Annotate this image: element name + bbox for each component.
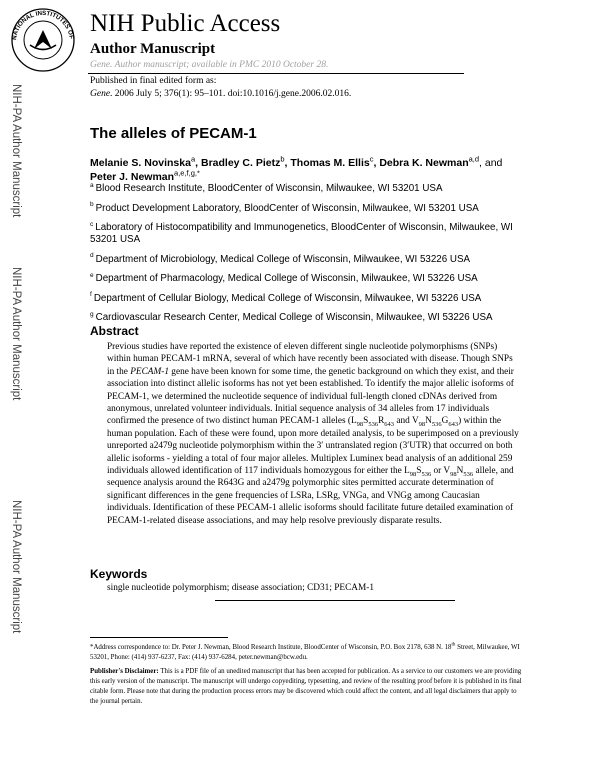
author-name: Thomas M. Ellis: [290, 157, 370, 169]
keywords-rule: [215, 600, 455, 601]
author-list: [90, 156, 522, 184]
subscript: 643: [448, 421, 459, 429]
subscript: 536: [421, 470, 432, 478]
affiliation-mark: c: [90, 220, 94, 228]
footnote-superscript: th: [451, 642, 456, 648]
affiliation-text: Cardiovascular Research Center, Medical College of Wisconsin, Milwaukee, WI 53226 USA: [95, 312, 493, 323]
abstract-text: R: [378, 416, 385, 427]
author-name: Bradley C. Pietz: [200, 157, 281, 169]
affiliation-item: [90, 203, 522, 215]
side-banner-bottom: NIH-PA Author Manuscript: [10, 500, 22, 634]
affiliation-item: [90, 183, 522, 195]
abstract-text: Previous studies have reported the existence of eleven different single nucleotide polymorphisms (SNPs) within human PECAM-1 mRNA, several of which have recently been associated with disease. Though SNPs in the: [107, 342, 513, 377]
author-separator: ,: [195, 157, 201, 169]
publisher-disclaimer: [90, 667, 522, 707]
abstract-text: gene have been known for some time, the genetic background on which they exist, and their association into distinct allelic isoforms has not yet been established. To identify the major allelic isoforms of PECAM-1, we determined the nucleotide sequence of individual full-length cloned cDNAs derived from anonymous, unrelated volunteer individuals. Initial sequence analysis of 34 alleles from 17 individuals confirmed the presence of two distinct human PECAM-1 alleles (L: [107, 366, 514, 427]
affiliation-mark: e: [90, 271, 94, 279]
correspondence-footnote: [90, 643, 522, 663]
abstract-heading: Abstract: [90, 324, 139, 338]
affiliation-item: [90, 273, 522, 285]
citation-details: . 2006 July 5; 376(1): 95–101. doi:10.1016/j.gene.2006.02.016.: [110, 89, 352, 99]
abstract-gene-italic: PECAM-1: [130, 366, 169, 377]
journal-name: Gene: [90, 89, 111, 99]
abstract-text: N: [456, 466, 464, 477]
published-in-label: Published in final edited form as:: [90, 76, 217, 86]
header-title: NIH Public Access: [90, 10, 281, 37]
author-separator: ,: [373, 157, 380, 169]
author-marks: c: [369, 154, 374, 164]
affiliation-mark: b: [90, 201, 94, 209]
abstract-text: S: [416, 466, 422, 477]
abstract-text: N: [425, 416, 432, 427]
subscript: 98: [450, 470, 457, 478]
header-note: Gene. Author manuscript; available in PMC 2010 October 28.: [90, 60, 329, 70]
keywords-heading: Keywords: [90, 567, 148, 581]
author-marks: a,e,f,g,*: [174, 168, 200, 178]
disclaimer-label: Publisher's Disclaimer:: [90, 668, 159, 675]
affiliation-list: [90, 183, 522, 332]
affiliation-text: Laboratory of Histocompatibility and Immunogenetics, BloodCenter of Wisconsin, Milwaukee, WI 53201 USA: [90, 222, 513, 245]
author-separator: , and: [479, 157, 503, 169]
subscript: 98: [418, 421, 426, 429]
affiliation-item: [90, 222, 522, 246]
abstract-text: G: [441, 416, 449, 427]
side-banner-top: NIH-PA Author Manuscript: [10, 84, 22, 218]
affiliation-text: Product Development Laboratory, BloodCenter of Wisconsin, Milwaukee, WI 53201 USA: [95, 202, 479, 214]
affiliation-mark: g: [90, 310, 94, 318]
author-separator: ,: [284, 157, 291, 169]
affiliation-item: [90, 293, 522, 305]
affiliation-text: Department of Cellular Biology, Medical College of Wisconsin, Milwaukee, WI 53226 USA: [93, 292, 482, 304]
footnote-text: *Address correspondence to: Dr. Peter J. Newman, Blood Research Institute, BloodCenter of Wisconsin, P.O. Box 2178, 638 N. 18: [90, 644, 452, 651]
subscript: 536: [368, 421, 379, 429]
nih-hhs-seal-logo: [6, 4, 82, 74]
author-marks: a: [190, 154, 196, 164]
affiliation-text: Department of Microbiology, Medical College of Wisconsin, Milwaukee, WI 53226 USA: [95, 253, 471, 265]
article-title: The alleles of PECAM-1: [90, 125, 257, 142]
abstract-body: [107, 341, 519, 527]
footnote-rule: [90, 637, 228, 638]
abstract-text: allele, and sequence analysis around the R643G and a2479g polymorphic sites permitted accurate determination of significant differences in the gene frequencies of LSRa, LSRg, VNGa, and VNGg among Caucasian individuals. Identification of these PECAM-1 allelic isoforms should facilitate future detailed examination of PECAM-1-related disease associations, and may help resolve previously disparate results.: [107, 466, 514, 526]
abstract-text: or V: [431, 466, 451, 477]
affiliation-mark: d: [90, 252, 94, 260]
side-banner-middle: NIH-PA Author Manuscript: [10, 267, 22, 401]
author-name: Peter J. Newman: [90, 171, 175, 183]
author-marks: a,d: [468, 154, 480, 164]
citation-line: [90, 88, 351, 100]
subscript: 536: [463, 470, 474, 478]
header-subtitle: Author Manuscript: [90, 41, 216, 57]
affiliation-mark: a: [90, 181, 94, 189]
affiliation-item: [90, 254, 522, 266]
author-name: Debra K. Newman: [379, 157, 469, 169]
author-marks: b: [280, 154, 285, 164]
subscript: 98: [356, 421, 364, 429]
affiliation-item: [90, 312, 522, 324]
disclaimer-text: This is a PDF file of an unedited manuscript that has been accepted for publication. As a service to our customers we are providing this early version of the manuscript. The manuscript will undergo copyediting, typesetting, and review of the resulting proof before it is published in its final citable form. Please note that during the production process errors may be discovered which could affect the content, and all legal disclaimers that apply to the journal pertain.: [90, 668, 522, 705]
abstract-text: S: [363, 416, 369, 427]
author-name: Melanie S. Novinska: [90, 157, 191, 169]
footnote-text: Street, Milwaukee, WI 53201, Phone: (414) 937-6237, Fax: (414) 937-6284, peter.newman@bcw.edu.: [90, 644, 520, 661]
affiliation-mark: f: [90, 291, 92, 299]
abstract-text: and V: [394, 416, 419, 427]
header-rule: [88, 73, 464, 74]
affiliation-text: Department of Pharmacology, Medical College of Wisconsin, Milwaukee, WI 53226 USA: [95, 273, 478, 284]
seal-text: NATIONAL INSTITUTES OF: [11, 9, 75, 41]
affiliation-text: Blood Research Institute, BloodCenter of Wisconsin, Milwaukee, WI 53201 USA: [95, 183, 443, 194]
subscript: 536: [431, 421, 442, 429]
keywords-text: single nucleotide polymorphism; disease association; CD31; PECAM-1: [107, 583, 374, 593]
subscript: 643: [384, 421, 395, 429]
subscript: 98: [409, 470, 417, 478]
abstract-text: ) within the human population. Each of these were found, upon more detailed analysis, to be superimposed on a previously unreported a2479g nucleotide polymorphism within the 3′ untranslated region (3′UTR) that occurred on both allelic isoforms - yielding a total of four major alleles. Multiplex Luminex bead analysis of an additional 259 individuals allowed identification of 117 individuals homozygous for either the L: [107, 416, 519, 477]
